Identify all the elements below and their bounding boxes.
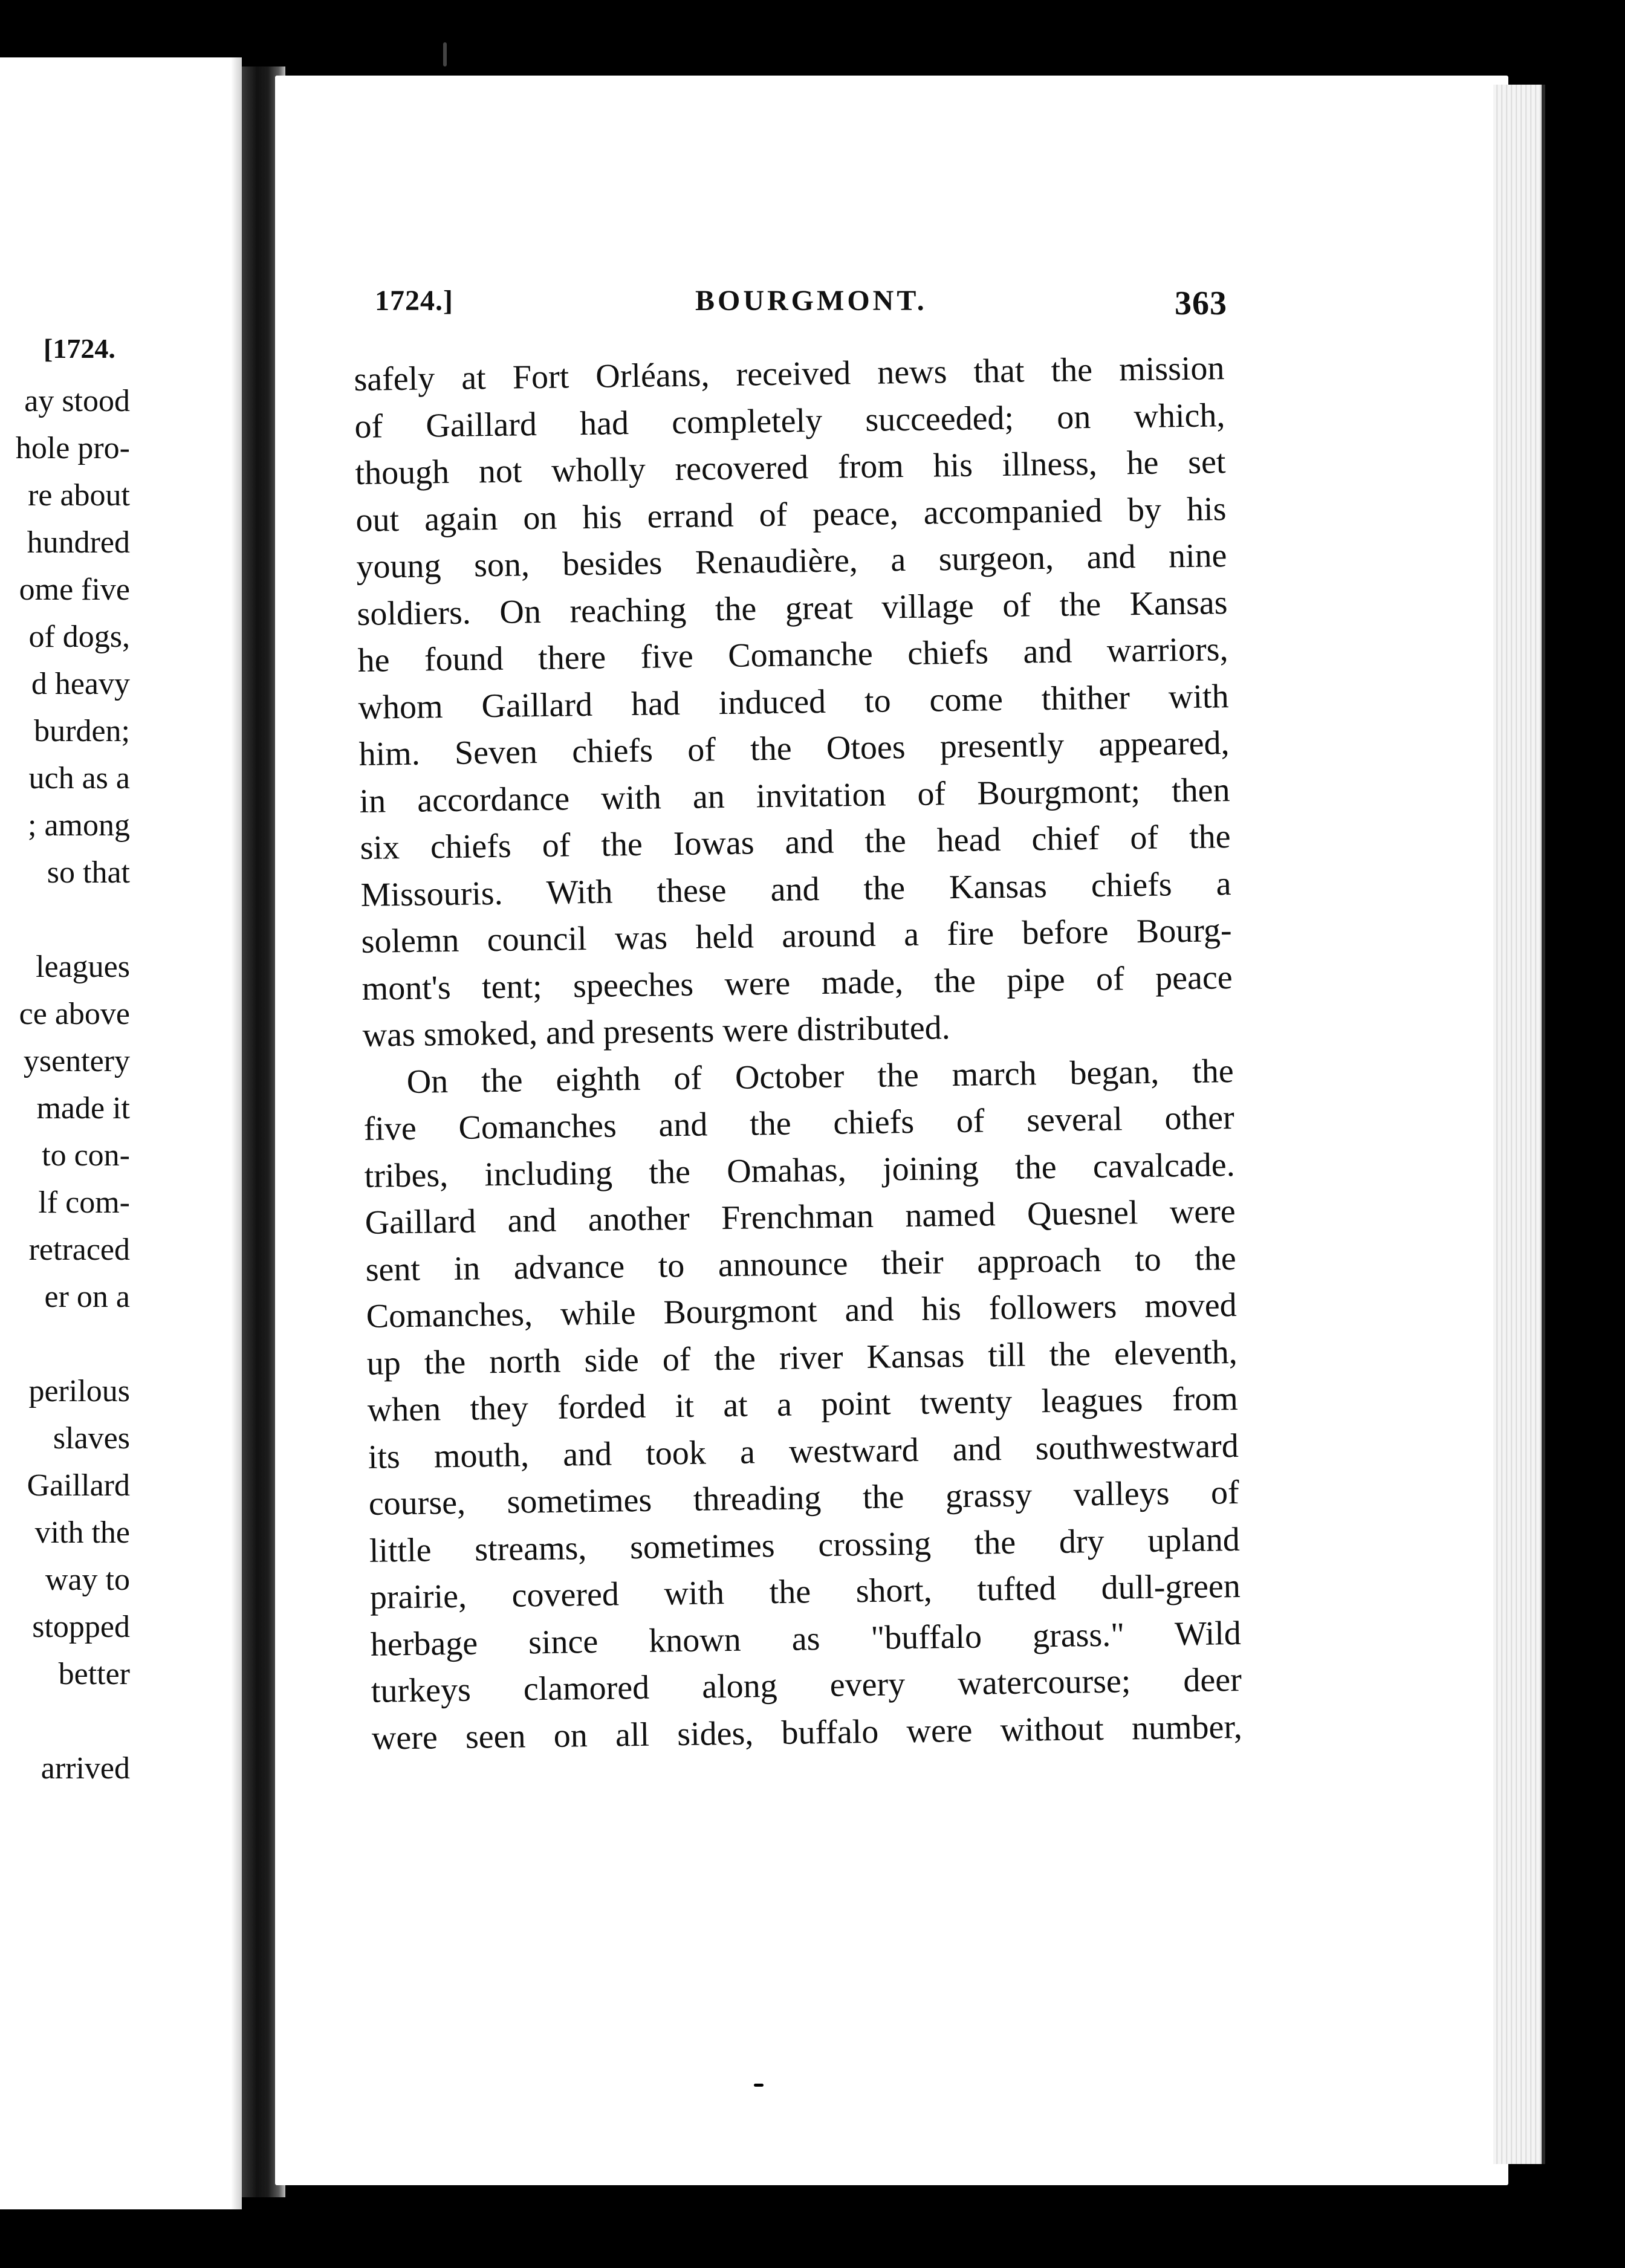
left-fragment: ; among [28, 808, 130, 843]
left-fragment: stopped [32, 1610, 130, 1644]
scan-speck [754, 2084, 764, 2087]
scan-speck [443, 42, 447, 66]
text-line: safely at Fort Orléans, received news that the mission [354, 349, 1225, 398]
text-line: course, sometimes threading the grassy valleys of [368, 1473, 1240, 1523]
text-line: prairie, covered with the short, tufted dull-green [369, 1567, 1241, 1616]
left-page-edge-shadow [231, 57, 242, 2209]
left-fragment-gap [0, 1321, 130, 1368]
text-line: Missouris. With these and the Kansas chiefs a [360, 864, 1231, 914]
left-fragment: perilous [28, 1374, 130, 1408]
header-title: BOURGMONT. [695, 285, 927, 317]
left-fragment: better [58, 1657, 130, 1691]
text-line: in accordance with an invitation of Bourgmont; then [359, 771, 1230, 820]
page-edge-stack [1493, 85, 1542, 2164]
text-line: were seen on all sides, buffalo were without number, [371, 1708, 1243, 1757]
body-text [354, 345, 1242, 1762]
left-fragment: burden; [34, 714, 130, 748]
text-line: Gaillard and another Frenchman named Quesnel were [365, 1193, 1236, 1242]
running-header [375, 284, 1227, 326]
left-fragment: ome five [19, 572, 130, 607]
left-fragment: er on a [44, 1280, 130, 1314]
text-line: its mouth, and took a westward and southwestward [368, 1427, 1239, 1476]
text-line: though not wholly recovered from his illness, he set [355, 443, 1226, 492]
left-fragment: ay stood [24, 384, 130, 418]
text-line: was smoked, and presents were distributed. [362, 1009, 951, 1054]
text-line: soldiers. On reaching the great village of the Kansas [357, 583, 1228, 633]
left-fragment: re about [28, 478, 130, 513]
text-line: herbage since known as "buffalo grass." Wild [370, 1614, 1242, 1664]
left-fragment: d heavy [31, 667, 130, 701]
left-fragment: ce above [19, 997, 130, 1031]
text-line: little streams, sometimes crossing the dry upland [369, 1520, 1241, 1570]
text-line: of Gaillard had completely succeeded; on which, [354, 396, 1225, 446]
text-line: he found there five Comanche chiefs and warriors, [357, 630, 1228, 679]
left-fragment: so that [47, 855, 130, 890]
text-line: solemn council was held around a fire before Bourg- [361, 912, 1232, 961]
left-fragment: slaves [53, 1421, 130, 1456]
left-fragment: of dogs, [28, 620, 130, 654]
left-fragment-gap [0, 1698, 130, 1745]
left-fragment: to con- [42, 1138, 130, 1173]
text-line: him. Seven chiefs of the Otoes presently appeared, [358, 724, 1230, 773]
text-line: sent in advance to announce their approach to the [365, 1239, 1237, 1289]
text-line: when they forded it at a point twenty leagues from [367, 1380, 1239, 1429]
left-fragment: way to [45, 1563, 130, 1597]
left-page-header: [1724. [44, 333, 115, 364]
text-line: six chiefs of the Iowas and the head chief of the [360, 818, 1231, 867]
left-fragment: uch as a [28, 761, 130, 795]
left-fragment: vith the [34, 1515, 130, 1550]
left-page-text-fragments [0, 329, 130, 1792]
left-fragment: Gaillard [27, 1468, 130, 1503]
left-fragment: leagues [36, 950, 130, 984]
left-fragment: ysentery [23, 1044, 130, 1078]
text-line: up the north side of the river Kansas till the eleventh, [366, 1333, 1238, 1382]
text-line: young son, besides Renaudière, a surgeon, and nine [356, 537, 1227, 586]
scan-speck [655, 2246, 661, 2257]
text-line: out again on his errand of peace, accompanied by his [355, 490, 1227, 539]
left-fragment: retraced [28, 1233, 130, 1267]
header-year: 1724.] [375, 285, 453, 317]
paragraph-first-line: On the eighth of October the march began, the [406, 1052, 1234, 1101]
left-fragment: made it [36, 1091, 130, 1126]
text-line: turkeys clamored along every watercourse; deer [371, 1660, 1242, 1710]
left-fragment: arrived [41, 1751, 130, 1786]
left-fragment-gap [0, 896, 130, 944]
left-fragment: lf com- [38, 1185, 130, 1220]
text-line: tribes, including the Omahas, joining the cavalcade. [364, 1145, 1236, 1195]
text-line: five Comanches and the chiefs of several other [363, 1099, 1235, 1148]
page-number: 363 [1175, 285, 1227, 322]
text-line: whom Gaillard had induced to come thither with [358, 677, 1229, 727]
left-fragment: hundred [27, 525, 130, 560]
text-line: mont's tent; speeches were made, the pipe of peace [362, 958, 1233, 1008]
left-facing-page [0, 57, 242, 2209]
left-fragment: hole pro- [15, 431, 130, 465]
text-line: Comanches, while Bourgmont and his followers moved [366, 1286, 1237, 1335]
